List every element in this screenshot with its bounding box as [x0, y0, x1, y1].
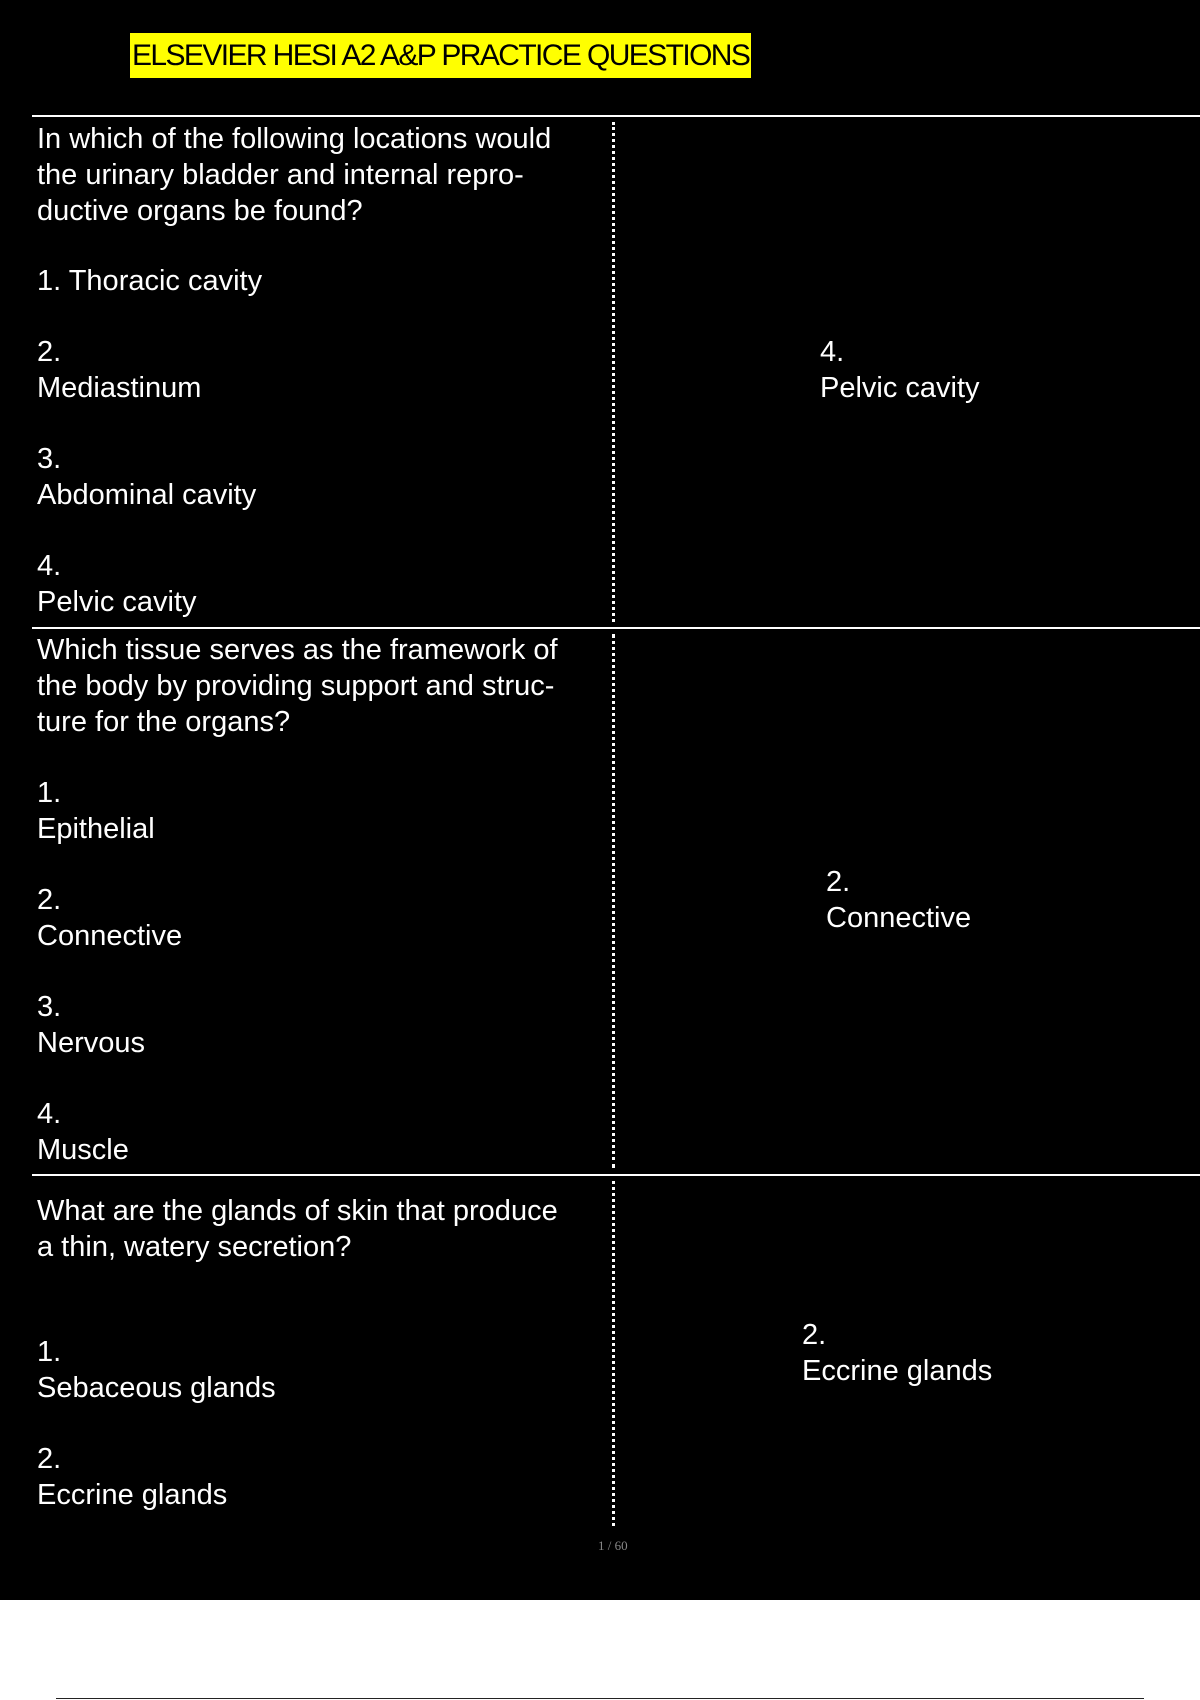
option-text: Epithelial: [37, 813, 155, 845]
answer-option: [37, 1334, 597, 1406]
answer-text: Pelvic cavity: [820, 372, 980, 404]
option-text: Eccrine glands: [37, 1479, 228, 1511]
page-number: 1 / 60: [598, 1538, 628, 1553]
question-text: What are the glands of skin that produce a thin, watery secretion?: [37, 1195, 558, 1263]
answer-option: [37, 882, 597, 954]
option-number: 3.: [37, 991, 62, 1023]
option-text: Muscle: [37, 1134, 129, 1166]
answer-option: [37, 1441, 597, 1513]
option-text: Nervous: [37, 1027, 145, 1059]
document-title: ELSEVIER HESI A2 A&P PRACTICE QUESTIONS: [130, 33, 751, 78]
option-number: 1. Thoracic cavity: [37, 265, 263, 297]
answer-number: 2.: [826, 866, 851, 898]
answer-option: [37, 263, 597, 299]
answer-text: Connective: [826, 902, 972, 934]
answer-option: [37, 1096, 597, 1168]
row-divider: [32, 115, 1200, 117]
option-text: Pelvic cavity: [37, 586, 197, 618]
option-number: 4.: [37, 550, 62, 582]
option-text: Abdominal cavity: [37, 479, 257, 511]
footer-divider: [56, 1698, 1144, 1699]
correct-answer: [826, 864, 971, 936]
option-number: 3.: [37, 443, 62, 475]
option-number: 1.: [37, 777, 62, 809]
row-divider: [32, 627, 1200, 629]
option-number: 4.: [37, 1098, 62, 1130]
option-text: Sebaceous glands: [37, 1372, 276, 1404]
answer-option: [37, 775, 597, 847]
answer-number: 4.: [820, 336, 845, 368]
answer-option: [37, 441, 597, 513]
option-text: Connective: [37, 920, 183, 952]
option-number: 2.: [37, 336, 62, 368]
answer-number: 2.: [802, 1319, 827, 1351]
answer-text: Eccrine glands: [802, 1355, 993, 1387]
option-number: 2.: [37, 1443, 62, 1475]
question-text: Which tissue serves as the framework of the body by providing support and struc- ture for the organs?: [37, 634, 558, 738]
answer-option: [37, 548, 597, 620]
answer-option: [37, 989, 597, 1061]
question-text: In which of the following locations would the urinary bladder and internal repro- ductive organs be found?: [37, 123, 552, 227]
option-number: 1.: [37, 1336, 62, 1368]
correct-answer: [820, 334, 980, 406]
option-number: 2.: [37, 884, 62, 916]
row-divider: [32, 1174, 1200, 1176]
option-text: Mediastinum: [37, 372, 202, 404]
correct-answer: [802, 1317, 992, 1389]
answer-option: [37, 334, 597, 406]
